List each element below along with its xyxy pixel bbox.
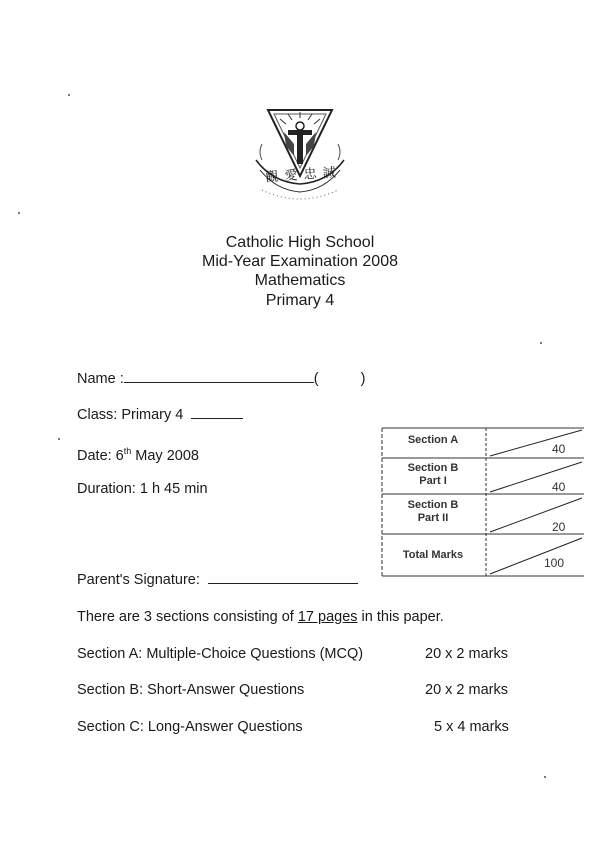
breakdown-section-a-marks: 20 x 2 marks xyxy=(425,646,508,662)
name-paren-close: ) xyxy=(360,371,366,387)
date-superscript: th xyxy=(123,446,132,456)
table-row-label-section-a: Section A xyxy=(407,434,459,446)
school-name: Catholic High School xyxy=(225,234,375,251)
class-label: Class: Primary 4 xyxy=(77,407,184,423)
table-row-label-total: Total Marks xyxy=(402,549,464,561)
table-max-section-a: 40 xyxy=(552,442,566,456)
signature-label: Parent's Signature: xyxy=(77,572,200,588)
breakdown-section-b: Section B: Short-Answer Questions xyxy=(77,682,305,698)
class-blank[interactable] xyxy=(191,406,243,419)
name-blank[interactable] xyxy=(124,370,314,383)
table-row-label-section-b1: Section B Part I xyxy=(407,462,459,487)
name-label: Name : xyxy=(77,371,124,387)
subject-title: Mathematics xyxy=(254,272,346,289)
date-field xyxy=(77,443,199,465)
date-label: Date: 6 xyxy=(77,447,124,464)
sections-suffix: in this paper. xyxy=(357,609,444,625)
breakdown-section-c: Section C: Long-Answer Questions xyxy=(77,719,303,735)
duration-field: Duration: 1 h 45 min xyxy=(77,481,208,497)
breakdown-section-a: Section A: Multiple-Choice Questions (MCQ) xyxy=(77,646,364,662)
sections-pages: 17 pages xyxy=(297,609,358,625)
table-row-label-section-b2: Section B Part II xyxy=(407,499,459,524)
level-title: Primary 4 xyxy=(265,292,335,309)
school-crest-logo xyxy=(248,104,352,202)
sections-prefix: There are 3 sections consisting of xyxy=(77,609,298,625)
signature-blank[interactable] xyxy=(208,571,358,584)
crest-motto: 觀 愛 忠 誠 xyxy=(265,165,338,186)
breakdown-section-b-marks: 20 x 2 marks xyxy=(425,682,508,698)
class-field xyxy=(77,406,243,424)
name-paren-open: ( xyxy=(313,371,319,387)
table-max-section-b1: 40 xyxy=(552,480,566,494)
scan-speck xyxy=(68,94,70,96)
scan-speck xyxy=(540,342,542,344)
date-rest: May 2008 xyxy=(131,447,199,464)
sections-info xyxy=(77,609,444,626)
scan-speck xyxy=(544,776,546,778)
signature-field xyxy=(77,571,358,589)
breakdown-section-c-marks: 5 x 4 marks xyxy=(434,719,509,735)
table-max-total: 100 xyxy=(544,556,565,570)
table-max-section-b2: 20 xyxy=(552,520,566,534)
scan-speck xyxy=(58,438,60,440)
name-field xyxy=(77,370,365,388)
scan-speck xyxy=(18,212,20,214)
exam-title: Mid-Year Examination 2008 xyxy=(202,253,398,270)
